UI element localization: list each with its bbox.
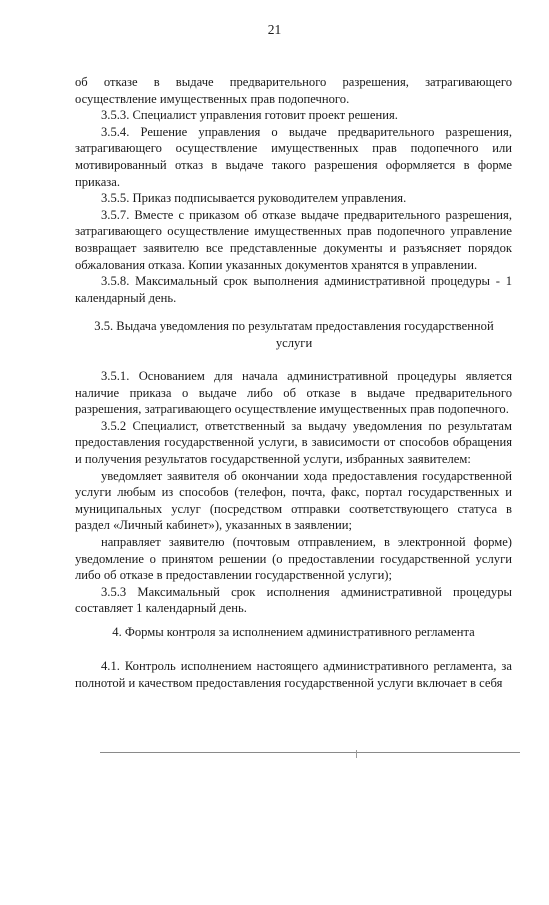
paragraph: 3.5.4. Решение управления о выдаче предварительного разрешения, затрагивающего осуществление имущественных прав подопечного или мотивированный отказ в выдаче такого разрешения оформляется в форме приказа. [75,124,512,189]
page-number: 21 [267,22,282,37]
scan-artifact-line [100,752,520,753]
paragraph: уведомляет заявителя об окончании хода предоставления государственной услуги любым из способов (телефон, почта, факс, портал государственных и муниципальных услуг (посредством отправки соответствующего статуса в раздел «Личный кабинет»), указанных в заявлении; [75,468,512,533]
paragraph: об отказе в выдаче предварительного разрешения, затрагивающего осуществление имущественных прав подопечного. [75,75,512,106]
section-heading: 4. Формы контроля за исполнением административного регламента [112,625,475,639]
section-4-body [75,658,512,691]
section-heading-4 [75,624,512,641]
paragraph: 3.5.5. Приказ подписывается руководителем управления. [101,191,407,206]
section-heading-3-5 [88,318,500,351]
paragraph: 3.5.3 Максимальный срок исполнения административной процедуры составляет 1 календарный день. [75,584,512,616]
paragraph: 4.1. Контроль исполнением настоящего административного регламента, за полнотой и качеством предоставления государственной услуги включает в себя [75,659,512,690]
paragraph: 3.5.2 Специалист, ответственный за выдачу уведомления по результатам предоставления государственной услуги, в зависимости от способов обращения и получения результатов государственной услуги, избранных заявителем: [75,418,512,466]
paragraph: 3.5.3. Специалист управления готовит проект решения. [101,108,398,123]
paragraph: 3.5.7. Вместе с приказом об отказе выдаче предварительного разрешения, затрагивающего осуществление имущественных прав подопечного управление возвращает заявителю все представленные документы и разъясняет порядок обжалования отказа. Копии указанных документов хранятся в управлении. [75,207,512,272]
scan-artifact-tick [356,750,357,758]
paragraph: направляет заявителю (почтовым отправлением, в электронной форме) уведомление о принятом решении (о предоставлении государственной услуги либо об отказе в предоставлении государственной услуги); [75,534,512,583]
section-heading: 3.5. Выдача уведомления по результатам предоставления государственной услуги [94,319,494,350]
section-3-5-body [75,368,512,617]
paragraph: 3.5.8. Максимальный срок выполнения административной процедуры - 1 календарный день. [75,274,512,305]
paragraph: 3.5.1. Основанием для начала административной процедуры является наличие приказа о выдаче либо об отказе в выдаче предварительного разрешения, затрагивающего осуществление имущественных прав подопечного. [75,369,512,417]
section-3-5-continuation [75,74,512,306]
